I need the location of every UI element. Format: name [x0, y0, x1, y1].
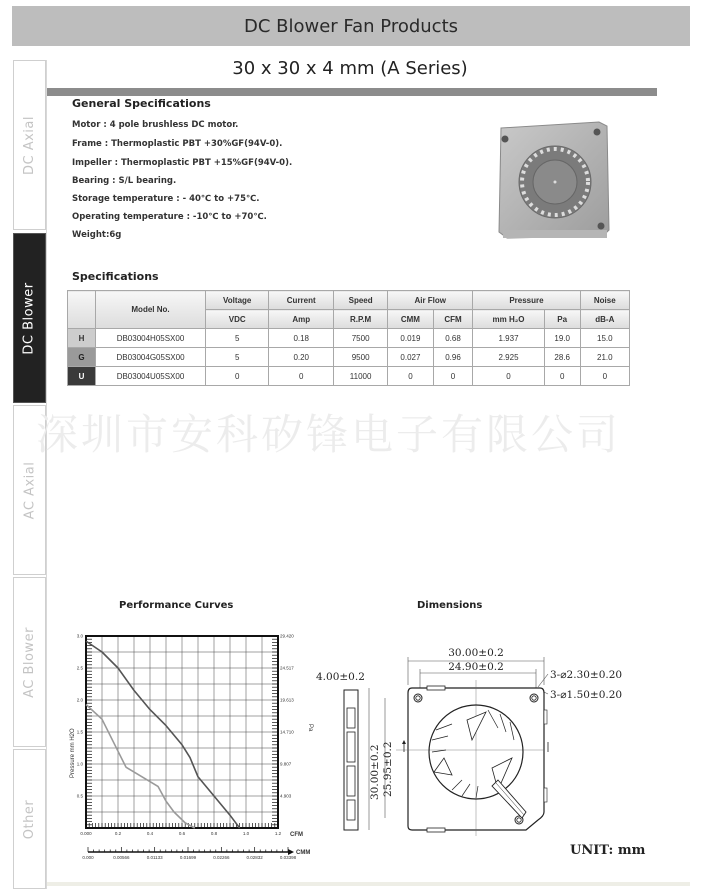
- y2-axis-label: Pa: [307, 724, 313, 732]
- y2-tick-label: 14.710: [280, 729, 294, 735]
- unit-amp: Amp: [269, 310, 334, 329]
- performance-chart: [66, 628, 316, 860]
- unit-rpm: R.P.M: [334, 310, 388, 329]
- sidebar-tab-ac-blower[interactable]: [13, 577, 46, 747]
- x-tick-label: 0.8: [210, 831, 218, 836]
- cell-dba: 0: [580, 367, 629, 386]
- y-axis-label: Pressure mm H2O: [70, 728, 76, 778]
- cell-vdc: 5: [206, 329, 269, 348]
- sidebar-tab-label: Other: [22, 799, 38, 839]
- y-tick-label: 3.0: [76, 633, 83, 639]
- x-axis-label: CFM: [290, 832, 303, 838]
- spec-line-frame: Frame : Thermoplastic PBT +30%GF(94V-0).: [72, 139, 283, 149]
- spec-line-bearing: Bearing : S/L bearing.: [72, 176, 177, 186]
- unit-dba: dB-A: [580, 310, 629, 329]
- y-tick-label: 2.0: [76, 697, 83, 703]
- cell-dba: 21.0: [580, 348, 629, 367]
- y2-tick-label: 29.420: [280, 633, 294, 639]
- cell-cfm: 0.96: [433, 348, 473, 367]
- cell-cmm: 0.027: [388, 348, 434, 367]
- row-code: G: [68, 348, 96, 367]
- page-header: [12, 6, 690, 46]
- y2-tick-label: 24.517: [280, 665, 294, 671]
- cell-mmh2o: 0: [473, 367, 544, 386]
- col-pressure: Pressure: [473, 291, 580, 310]
- x2-tick-label: 0.03398: [279, 855, 297, 860]
- x-tick-label: 0.4: [146, 831, 154, 836]
- cell-cfm: 0: [433, 367, 473, 386]
- cell-pa: 19.0: [544, 329, 580, 348]
- x-tick-label: 1.2: [274, 831, 282, 836]
- dimensions-title: Dimensions: [417, 600, 483, 611]
- col-airflow: Air Flow: [388, 291, 473, 310]
- cell-dba: 15.0: [580, 329, 629, 348]
- cell-cmm: 0.019: [388, 329, 434, 348]
- y-tick-label: 2.5: [76, 665, 83, 671]
- specifications-title: Specifications: [72, 270, 159, 283]
- sidebar-tab-label: DC Blower: [22, 281, 37, 355]
- product-photo: [495, 118, 613, 242]
- x-tick-label: 0.2: [114, 831, 122, 836]
- mount-hole: [414, 694, 422, 702]
- cell-model: DB03004U05SX00: [96, 367, 206, 386]
- side-view: [344, 690, 358, 830]
- dim-width-outer: 30.00±0.2: [448, 647, 504, 659]
- dim-hole-large: 3-⌀2.30±0.20: [550, 669, 623, 681]
- page-title: DC Blower Fan Products: [243, 15, 458, 37]
- cell-pa: 0: [544, 367, 580, 386]
- cell-amp: 0: [269, 367, 334, 386]
- x2-tick-label: 0.02832: [246, 855, 263, 860]
- spec-line-operating-temp: Operating temperature : -10℃ to +70℃.: [72, 212, 267, 222]
- y-tick-label: 1.0: [76, 761, 83, 767]
- x2-tick-label: 0.01699: [179, 855, 197, 860]
- company-watermark: 深圳市安科矽锋电子有限公司: [36, 410, 622, 459]
- series-line-h: [86, 704, 195, 828]
- cell-model: DB03004G05SX00: [96, 348, 206, 367]
- x2-axis-label: CMM: [296, 850, 311, 856]
- cell-amp: 0.20: [269, 348, 334, 367]
- spec-line-storage-temp: Storage temperature : - 40℃ to +75℃.: [72, 194, 260, 204]
- spec-line-motor: Motor : 4 pole brushless DC motor.: [72, 120, 239, 130]
- row-code: H: [68, 329, 96, 348]
- subtitle-rule: [47, 88, 657, 96]
- cell-model: DB03004H05SX00: [96, 329, 206, 348]
- cell-pa: 28.6: [544, 348, 580, 367]
- general-specs-title: General Specifications: [72, 97, 211, 110]
- dim-height-inner: 25.95±0.2: [382, 741, 394, 797]
- dim-hole-small: 3-⌀1.50±0.20: [550, 689, 623, 701]
- x2-tick-label: 0.000: [82, 855, 94, 860]
- unit-label: UNIT: mm: [570, 843, 646, 858]
- dim-width-inner: 24.90±0.2: [448, 661, 504, 673]
- cell-cfm: 0.68: [433, 329, 473, 348]
- col-model: Model No.: [96, 291, 206, 329]
- sidebar-tab-other[interactable]: [13, 749, 46, 889]
- cell-rpm: 11000: [334, 367, 388, 386]
- unit-vdc: VDC: [206, 310, 269, 329]
- x2-tick-label: 0.02266: [213, 855, 230, 860]
- specifications-table: [67, 290, 630, 386]
- cell-mmh2o: 2.925: [473, 348, 544, 367]
- mount-hole: [530, 694, 538, 702]
- sidebar-tab-label: AC Blower: [22, 626, 37, 698]
- x-tick-label: 0.6: [178, 831, 186, 836]
- performance-curves-title: Performance Curves: [119, 600, 234, 611]
- cell-rpm: 9500: [334, 348, 388, 367]
- x-tick-label: 1.0: [242, 831, 250, 836]
- dimensions-drawing: [312, 640, 652, 865]
- table-row: [68, 367, 630, 386]
- unit-cmm: CMM: [388, 310, 434, 329]
- col-voltage: Voltage: [206, 291, 269, 310]
- col-speed: Speed: [334, 291, 388, 310]
- y2-tick-label: 4.903: [280, 793, 292, 799]
- dim-height-outer: 30.00±0.2: [369, 744, 381, 800]
- cell-vdc: 0: [206, 367, 269, 386]
- dim-thickness: 4.00±0.2: [316, 671, 365, 683]
- bottom-rule: [47, 882, 690, 886]
- y-tick-label: 0.5: [76, 793, 83, 799]
- cell-amp: 0.18: [269, 329, 334, 348]
- sidebar-tab-dc-blower[interactable]: [13, 233, 46, 403]
- sidebar-tab-label: AC Axial: [22, 461, 37, 519]
- x2-tick-label: 0.00566: [113, 855, 130, 860]
- content-divider: [46, 60, 47, 889]
- cell-mmh2o: 1.937: [473, 329, 544, 348]
- sidebar-tab-dc-axial[interactable]: [13, 60, 46, 230]
- unit-mmh2o: mm H₂O: [473, 310, 544, 329]
- product-subtitle: 30 x 30 x 4 mm (A Series): [232, 58, 468, 79]
- cell-rpm: 7500: [334, 329, 388, 348]
- y-tick-label: 1.5: [76, 729, 83, 735]
- sidebar-tab-label: DC Axial: [22, 115, 37, 175]
- col-current: Current: [269, 291, 334, 310]
- x-tick-label: 0.000: [80, 831, 92, 836]
- y2-tick-label: 19.613: [280, 697, 294, 703]
- unit-cfm: CFM: [433, 310, 473, 329]
- table-row: [68, 348, 630, 367]
- row-code: U: [68, 367, 96, 386]
- x2-tick-label: 0.01133: [146, 855, 163, 860]
- cell-cmm: 0: [388, 367, 434, 386]
- cell-vdc: 5: [206, 348, 269, 367]
- spec-line-weight: Weight:6g: [72, 230, 122, 240]
- col-noise: Noise: [580, 291, 629, 310]
- table-row: [68, 329, 630, 348]
- y2-tick-label: 9.807: [280, 761, 292, 767]
- code-header: [68, 291, 96, 329]
- spec-line-impeller: Impeller : Thermoplastic PBT +15%GF(94V-0).: [72, 158, 293, 168]
- unit-pa: Pa: [544, 310, 580, 329]
